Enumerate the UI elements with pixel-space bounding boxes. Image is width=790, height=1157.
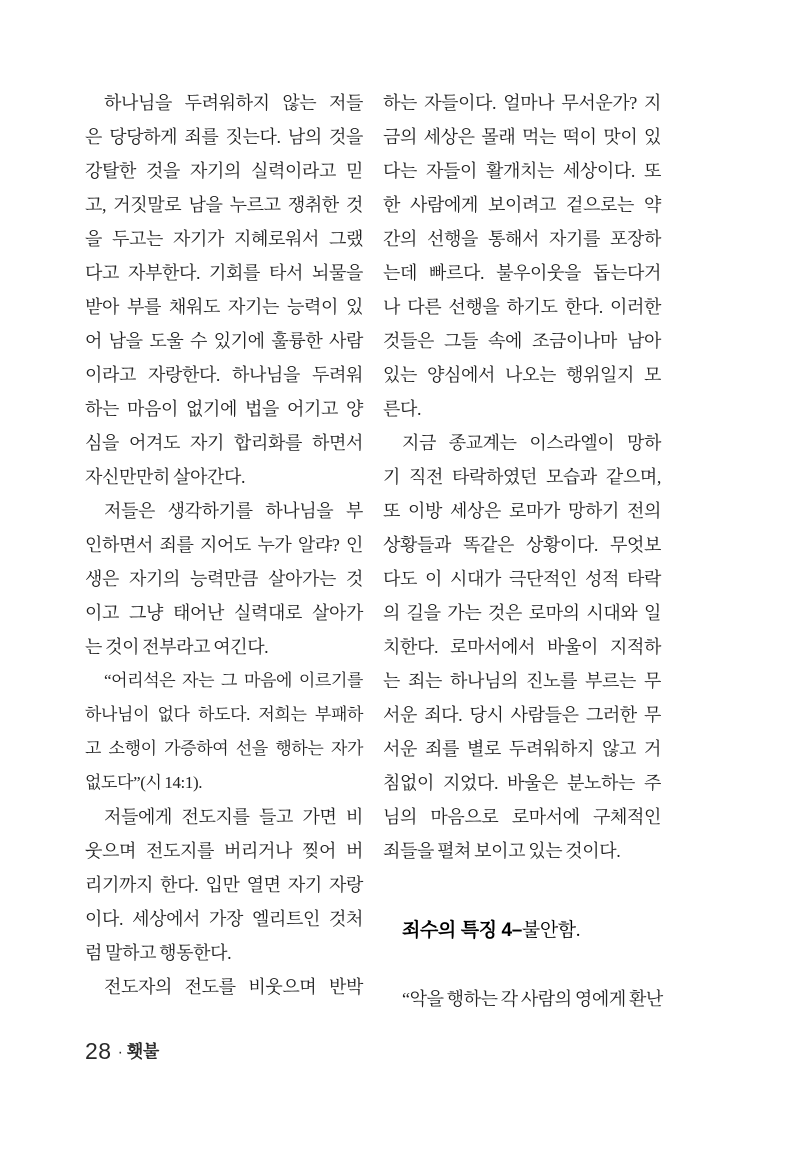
section-heading — [383, 914, 661, 948]
text-line: 것들은 그들 속에 조금이나마 남아 — [383, 331, 661, 351]
text-line: 하는 마음이 없기에 법을 어기고 양 — [85, 399, 363, 419]
text-line: 이고 그냥 태어난 실력대로 살아가 — [85, 603, 363, 623]
text-line: 서운 죄다. 당시 사람들은 그러한 무 — [383, 705, 661, 725]
text-line: 전도자의 전도를 비웃으며 반박 — [104, 977, 363, 997]
text-line: 있는 양심에서 나오는 행위일지 모 — [383, 365, 661, 385]
section-heading-subtitle: 불안함. — [521, 920, 581, 941]
text-line: 침없이 지었다. 바울은 분노하는 주 — [383, 773, 661, 793]
text-line: 을 두고는 자기가 지혜로워서 그랬 — [85, 229, 363, 249]
text-line: 어 남을 도울 수 있기에 훌륭한 사람 — [85, 331, 363, 351]
text-line: 님의 마음으로 로마서에 구체적인 — [383, 807, 661, 827]
text-line: 강탈한 것을 자기의 실력이라고 믿 — [85, 161, 363, 181]
text-line: 심을 어겨도 자기 합리화를 하면서 — [85, 433, 363, 453]
text-line: 의 길을 가는 것은 로마의 시대와 일 — [383, 603, 661, 623]
text-line: 기 직전 타락하였던 모습과 같으며, — [383, 467, 661, 487]
page-number: 28 — [85, 1038, 112, 1064]
text-line: 치한다. 로마서에서 바울이 지적하 — [383, 637, 661, 657]
text-line: 은 당당하게 죄를 짓는다. 남의 것을 — [85, 127, 363, 147]
text-line: 웃으며 전도지를 버리거나 찢어 버 — [85, 841, 363, 861]
text-line: 이다. 세상에서 가장 엘리트인 것처 — [85, 909, 363, 929]
text-line: 또 이방 세상은 로마가 망하기 전의 — [383, 501, 661, 521]
text-line: 나 다른 선행을 하기도 한다. 이러한 — [383, 297, 661, 317]
text-line: 저들에게 전도지를 들고 가면 비 — [104, 807, 363, 827]
text-line: 하는 자들이다. 얼마나 무서운가? 지 — [383, 93, 661, 113]
text-line: 다고 자부한다. 기회를 타서 뇌물을 — [85, 263, 363, 283]
text-line: 받아 부를 채워도 자기는 능력이 있 — [85, 297, 363, 317]
page-footer — [85, 1038, 159, 1065]
text-line: 다도 이 시대가 극단적인 성적 타락 — [383, 569, 661, 589]
text-line: 다는 자들이 활개치는 세상이다. 또 — [383, 161, 661, 181]
section-heading-number: 죄수의 특징 4– — [402, 920, 522, 941]
text-line: 리기까지 한다. 입만 열면 자기 자랑 — [85, 875, 363, 895]
scripture-quote-line: “어리석은 자는 그 마음에 이르기를 — [104, 671, 363, 690]
text-line: 이라고 자랑한다. 하나님을 두려워 — [85, 365, 363, 385]
text-line: 저들은 생각하기를 하나님을 부 — [104, 501, 363, 521]
text-line: 른다. — [383, 399, 422, 419]
magazine-title: 횃불 — [126, 1042, 159, 1061]
text-line: 죄들을 펼쳐 보이고 있는 것이다. — [383, 841, 621, 861]
text-line: 생은 자기의 능력만큼 살아가는 것 — [85, 569, 363, 589]
text-line: 럼 말하고 행동한다. — [85, 943, 232, 963]
text-line: 서운 죄를 별로 두려워하지 않고 거 — [383, 739, 661, 759]
text-line: 간의 선행을 통해서 자기를 포장하 — [383, 229, 661, 249]
text-line: 는 죄는 하나님의 진노를 부르는 무 — [383, 671, 661, 691]
scripture-quote-line: “악을 행하는 각 사람의 영에게 환난 — [402, 989, 663, 1009]
text-line: 한 사람에게 보이려고 겉으로는 약 — [383, 195, 661, 215]
text-line: 자신만만히 살아간다. — [85, 467, 246, 487]
text-line: 상황들과 똑같은 상황이다. 무엇보 — [383, 535, 661, 555]
scripture-quote-line: 하나님이 없다 하도다. 저희는 부패하 — [85, 705, 363, 724]
text-line: 하나님을 두려워하지 않는 저들 — [104, 93, 363, 113]
right-column — [383, 86, 661, 1016]
text-line: 금의 세상은 몰래 먹는 떡이 맛이 있 — [383, 127, 661, 147]
text-line: 는데 빠르다. 불우이웃을 돕는다거 — [383, 263, 661, 283]
left-column — [85, 86, 363, 1004]
text-line: 고, 거짓말로 남을 누르고 쟁취한 것 — [85, 195, 363, 215]
text-line: 지금 종교계는 이스라엘이 망하 — [402, 433, 661, 453]
text-line: 인하면서 죄를 지어도 누가 알랴? 인 — [85, 535, 363, 555]
scripture-quote-line: 고 소행이 가증하여 선을 행하는 자가 — [85, 739, 363, 758]
footer-separator: · — [117, 1044, 123, 1061]
text-line: 는 것이 전부라고 여긴다. — [85, 637, 269, 657]
scripture-reference-line: 없도다”(시 14:1). — [85, 773, 203, 792]
